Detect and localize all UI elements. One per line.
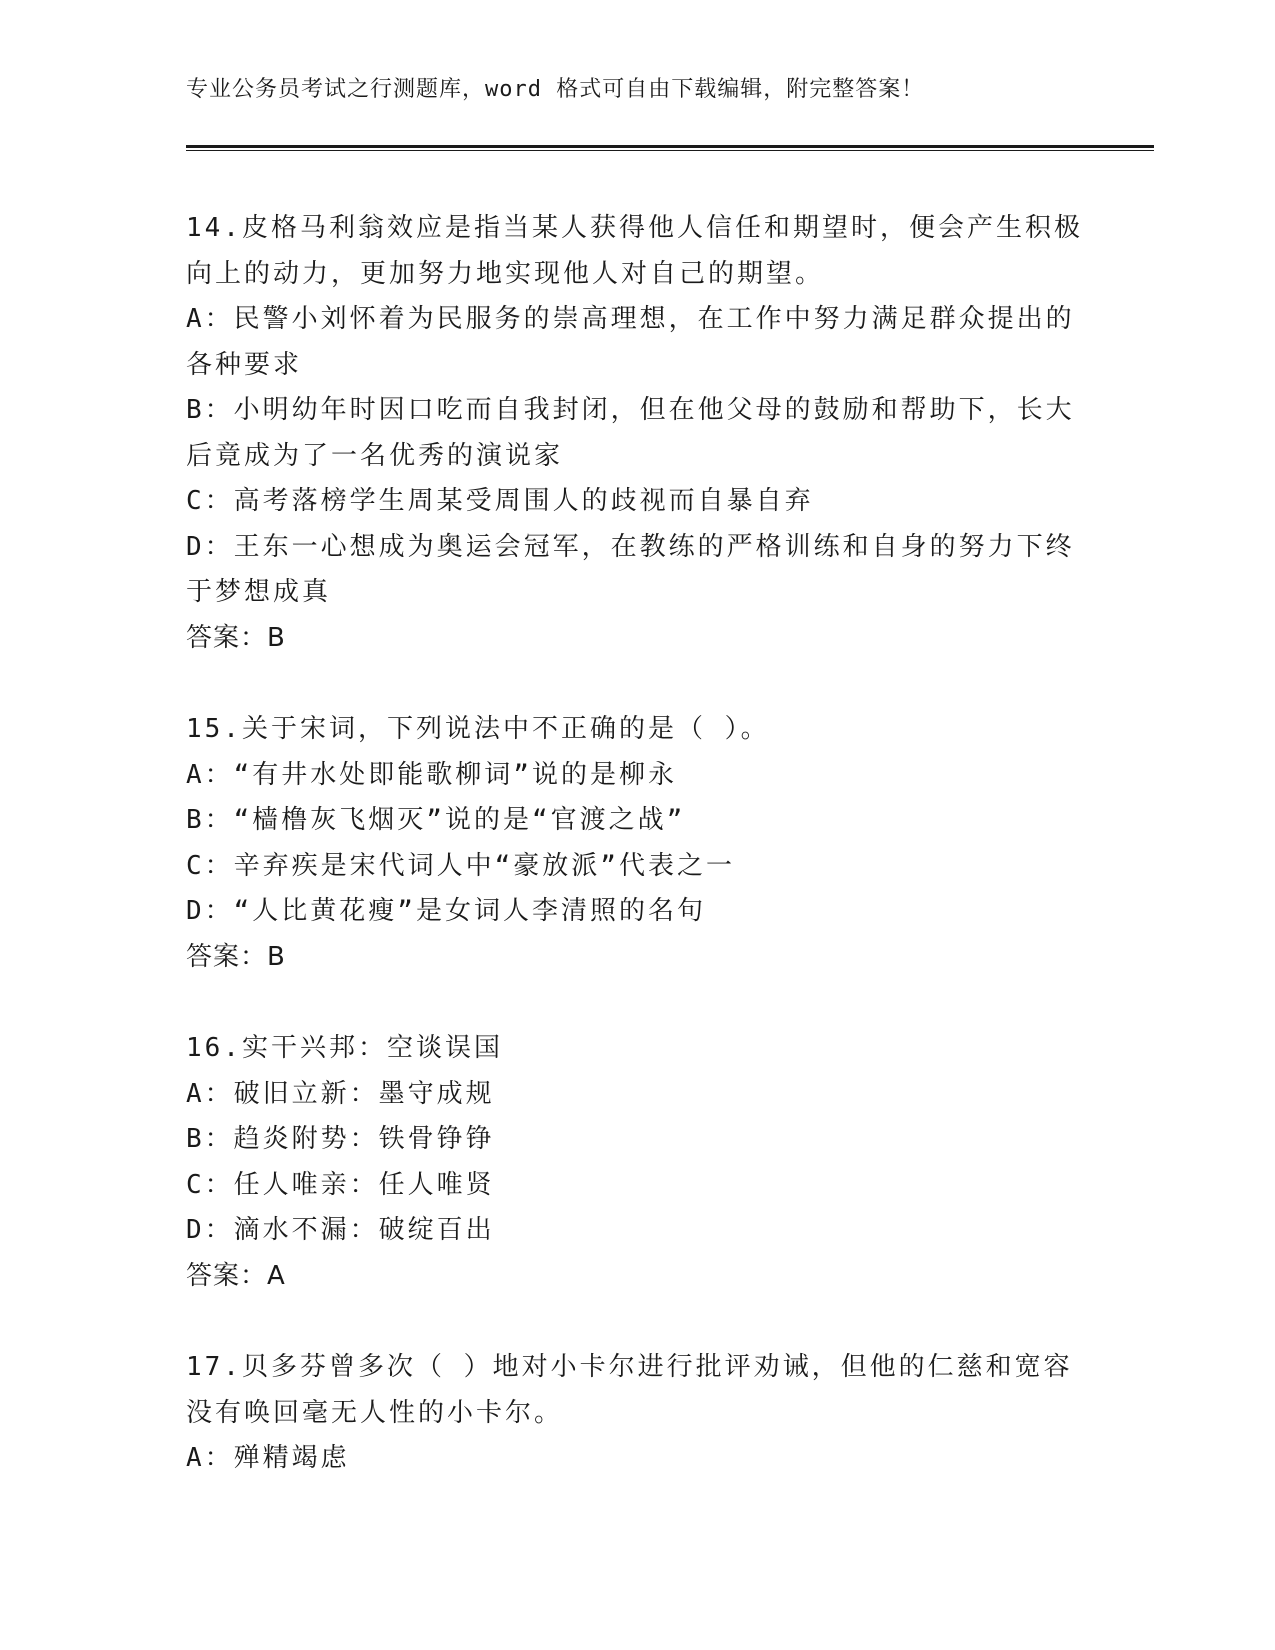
option-a-line: A：殚精竭虑 [186,1443,350,1473]
header-rule-thin [186,150,1154,151]
option-c-line: C：任人唯亲：任人唯贤 [186,1169,495,1200]
question-16 [186,1026,1086,1299]
option-a-line: 各种要求 [186,349,303,380]
question-15 [186,707,1086,980]
option-d-line: D：“人比黄花瘦”是女词人李清照的名句 [186,896,706,926]
question-17 [186,1345,1086,1482]
option-b-line: 后竟成为了一名优秀的演说家 [186,440,564,471]
question-stem-line: 15.关于宋词，下列说法中不正确的是（ ）。 [186,714,770,744]
question-stem-line: 16.实干兴邦：空谈误国 [186,1033,503,1063]
option-d-line: D：王东一心想成为奥运会冠军，在教练的严格训练和自身的努力下终 [186,531,1075,562]
option-a-line: A：“有井水处即能歌柳词”说的是柳永 [186,759,677,790]
option-a-line: A：破旧立新：墨守成规 [186,1078,495,1109]
question-stem-line: 14.皮格马利翁效应是指当某人获得他人信任和期望时，便会产生积极 [186,213,1083,243]
question-14 [186,206,1086,661]
option-b-line: B：小明幼年时因口吃而自我封闭，但在他父母的鼓励和帮助下，长大 [186,395,1075,425]
option-b-line: B：“樯橹灰飞烟灭”说的是“官渡之战” [186,805,686,835]
option-a-line: A：民警小刘怀着为民服务的崇高理想，在工作中努力满足群众提出的 [186,304,1075,334]
option-c-line: C：高考落榜学生周某受周围人的歧视而自暴自弃 [186,486,814,516]
answer-label: 答案：B [186,622,286,653]
page-header: 专业公务员考试之行测题库，word 格式可自由下载编辑，附完整答案！ [186,77,925,102]
question-stem-line: 17.贝多芬曾多次（ ）地对小卡尔进行批评劝诫，但他的仁慈和宽容 [186,1352,1073,1382]
option-b-line: B：趋炎附势：铁骨铮铮 [186,1124,495,1154]
question-stem-line: 向上的动力，更加努力地实现他人对自己的期望。 [186,258,825,289]
question-list [186,206,1086,1528]
option-d-line: 于梦想成真 [186,577,332,607]
option-d-line: D：滴水不漏：破绽百出 [186,1215,495,1245]
answer-label: 答案：B [186,941,286,972]
header-rule-thick [186,145,1154,148]
answer-label: 答案：A [186,1260,286,1291]
option-c-line: C：辛弃疾是宋代词人中“豪放派”代表之一 [186,850,735,881]
question-stem-line: 没有唤回毫无人性的小卡尔。 [186,1397,564,1428]
